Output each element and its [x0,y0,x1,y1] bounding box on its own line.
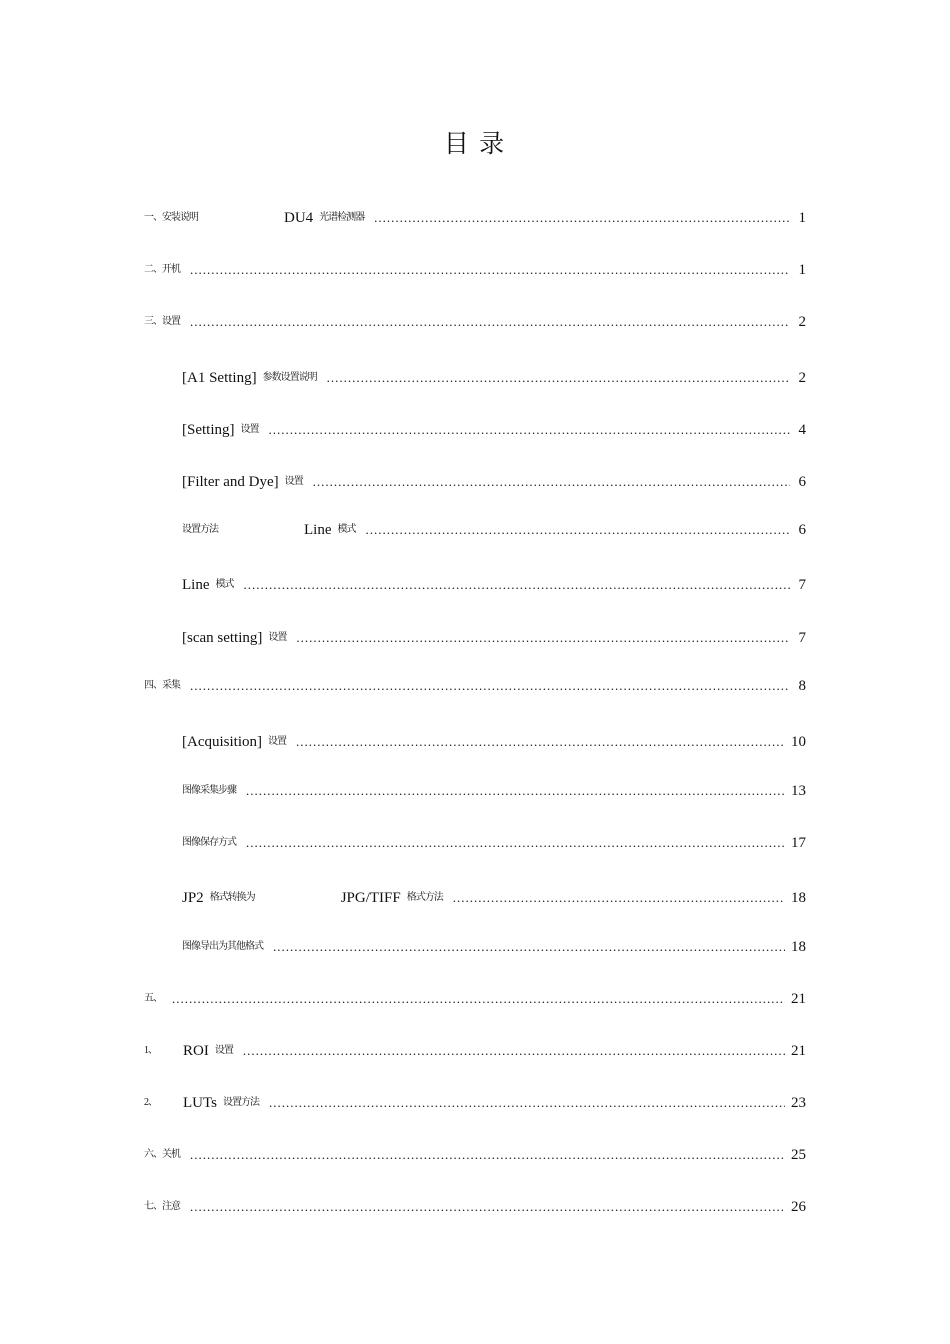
toc-entry[interactable] [144,986,806,1008]
toc-entry-text: [Filter and Dye] [182,474,279,490]
dot-leader [296,733,785,751]
toc-entry-text: ROI [183,1043,209,1059]
toc-entry-text: 三、设置 [144,316,180,327]
toc-entry[interactable] [182,729,806,751]
dot-leader [327,369,790,387]
toc-page-number: 6 [798,522,806,538]
toc-page-number: 7 [798,630,806,646]
toc-entry[interactable] [182,830,806,852]
toc-title: 目 录 [443,131,507,158]
toc-page-number: 23 [791,1095,806,1111]
toc-entry-text: 五、 [144,993,162,1004]
toc-entry[interactable] [144,1142,806,1164]
toc-page-number: 10 [791,734,806,750]
toc-entry-text: [A1 Setting] [182,370,257,386]
toc-entry-text: 六、关机 [144,1149,180,1160]
dot-leader [246,782,785,800]
toc-entry[interactable] [144,1090,806,1112]
toc-entry-text: 2、 [144,1097,157,1108]
toc-entry-text: 设置 [214,1045,233,1056]
toc-entry-text: LUTs [183,1095,217,1111]
toc-page-number: 17 [791,835,806,851]
toc-entry-text: 图像保存方式 [182,837,236,848]
toc-entry-text: 模式 [215,579,234,590]
toc-entry[interactable] [144,1038,806,1060]
dot-leader [269,1094,785,1112]
toc-entry[interactable] [144,673,806,695]
toc-entry-text: 设置 [240,424,259,435]
dot-leader [190,677,790,695]
toc-entry[interactable] [182,934,806,956]
dot-leader [244,576,791,594]
toc-entry-text: 图像采集步骤 [182,785,236,796]
dot-leader [243,1042,785,1060]
toc-entry-text: 二、开机 [144,264,180,275]
toc-entry-text: 设置 [284,476,303,487]
toc-entry[interactable] [182,365,806,387]
toc-page-number: 18 [791,939,806,955]
dot-leader [296,629,790,647]
toc-page-number: 1 [798,210,806,226]
dot-leader [273,938,785,956]
toc-entry[interactable] [144,257,806,279]
toc-entry-text: 图像导出为其他格式 [182,941,263,952]
dot-leader [172,990,785,1008]
dot-leader [190,1198,785,1216]
toc-entry-text: 参数设置说明 [262,372,317,383]
toc-entry-text: 设置方法 [222,1097,259,1108]
dot-leader [190,1146,785,1164]
toc-entry-text: JPG/TIFF [340,890,401,906]
toc-entry[interactable] [144,205,806,227]
toc-entry-text: 模式 [337,524,356,535]
toc-page-number: 2 [798,314,806,330]
toc-page-number: 21 [791,1043,806,1059]
toc-entry-text: 设置 [268,736,286,747]
toc-page-number: 21 [791,991,806,1007]
toc-entry[interactable] [182,625,806,647]
dot-leader [269,421,791,439]
toc-entry-text: 设置方法 [182,524,218,535]
toc-entry-text: JP2 [182,890,204,906]
dot-leader [246,834,785,852]
toc-entry-text: 设置 [268,632,287,643]
toc-entry-text: Line [182,577,210,593]
toc-page-number: 6 [798,474,806,490]
toc-entry[interactable] [182,517,806,539]
toc-page-number: 8 [798,678,806,694]
toc-entry[interactable] [182,469,806,491]
toc-entry-text: 格式方法 [406,892,443,903]
toc-entry-text: 一、安装说明 [144,212,198,223]
dot-leader [190,313,790,331]
toc-page-number: 4 [798,422,806,438]
toc-page-number: 13 [791,783,806,799]
toc-entry-text: 1、 [144,1045,157,1056]
toc-entry[interactable] [182,885,806,907]
toc-entry[interactable] [144,309,806,331]
toc-entry-text: [Setting] [182,422,235,438]
toc-entry[interactable] [144,1194,806,1216]
dot-leader [453,889,785,907]
toc-page-number: 26 [791,1199,806,1215]
toc-entry-text: 四、采集 [144,680,180,691]
toc-entry-text: 七、注意 [144,1201,180,1212]
toc-page-number: 2 [798,370,806,386]
toc-entry[interactable] [182,572,806,594]
toc-entry[interactable] [182,778,806,800]
toc-page-number: 1 [798,262,806,278]
toc-entry-text: 光谱检测器 [319,212,365,223]
toc-entry[interactable] [182,417,806,439]
toc-entry-text: [Acquisition] [182,734,262,750]
dot-leader [374,209,790,227]
dot-leader [190,261,790,279]
dot-leader [313,473,790,491]
dot-leader [366,521,791,539]
toc-entry-text: [scan setting] [182,630,263,646]
toc-page-number: 7 [798,577,806,593]
toc-page-number: 25 [791,1147,806,1163]
toc-page-number: 18 [791,890,806,906]
toc-entry-text: Line [304,522,332,538]
toc-entry-text: DU4 [284,210,314,226]
toc-entry-text: 格式转换为 [209,892,255,903]
